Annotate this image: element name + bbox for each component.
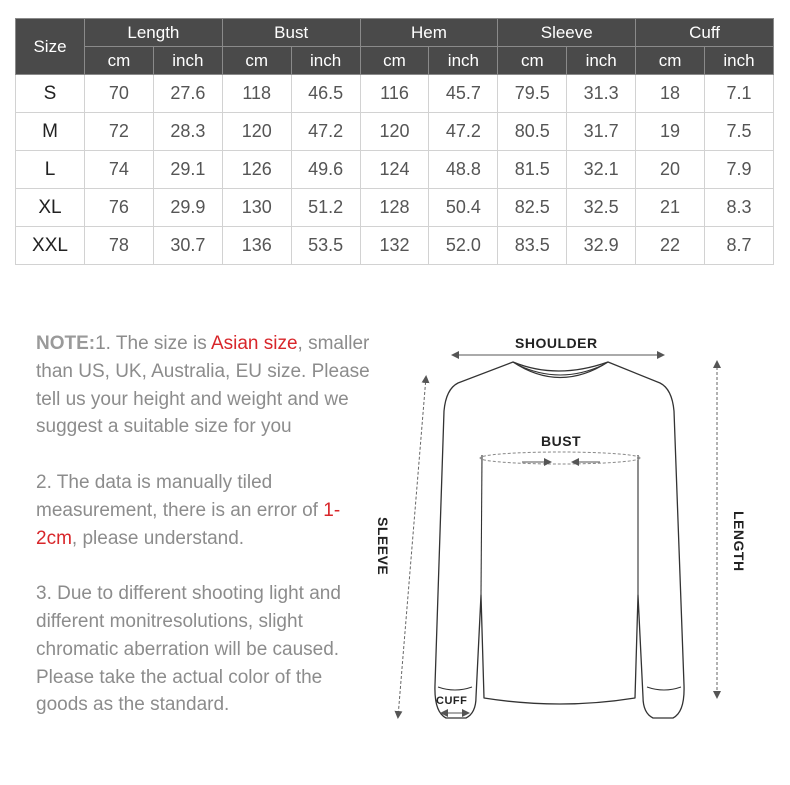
cuff-label: CUFF [436,695,468,707]
note-2-text-a: 2. The data is manually tiled measurement, there is an error of [36,471,324,521]
table-row [16,189,774,227]
table-row [16,113,774,151]
table-cell: 53.5 [291,227,360,265]
group-header-sleeve: Sleeve [498,19,636,47]
table-cell: 29.1 [153,151,222,189]
bust-label: BUST [541,433,582,449]
table-cell: 130 [222,189,291,227]
unit-header-inch: inch [291,47,360,75]
table-cell: 27.6 [153,75,222,113]
table-cell: 48.8 [429,151,498,189]
table-cell: 7.9 [705,151,774,189]
table-cell: 50.4 [429,189,498,227]
table-cell: 18 [636,75,705,113]
table-cell: 120 [360,113,429,151]
note-1-highlight: Asian size [210,333,298,354]
group-header-length: Length [85,19,223,47]
table-cell: 31.3 [567,75,636,113]
table-cell: 74 [85,151,154,189]
table-cell: 46.5 [291,75,360,113]
table-cell: 22 [636,227,705,265]
table-cell: 83.5 [498,227,567,265]
table-cell: 80.5 [498,113,567,151]
table-cell: 116 [360,75,429,113]
unit-header-inch: inch [567,47,636,75]
table-cell: 7.1 [705,75,774,113]
table-cell: 31.7 [567,113,636,151]
note-2-highlight: 1-2cm [36,499,341,549]
table-cell: 78 [85,227,154,265]
shirt-measurement-diagram [360,325,780,735]
table-cell: 47.2 [429,113,498,151]
note-1 [36,330,376,441]
length-label: LENGTH [731,511,747,572]
note-3: 3. Due to different shooting light and different monitresolutions, slight chromatic aberration will be caused. Please take the actual color of the goods as the standard. [36,583,341,716]
note-label: NOTE: [36,333,96,354]
table-cell: 72 [85,113,154,151]
table-cell: 82.5 [498,189,567,227]
table-cell: 79.5 [498,75,567,113]
table-cell: 20 [636,151,705,189]
table-cell: 29.9 [153,189,222,227]
table-cell: 124 [360,151,429,189]
table-cell: 7.5 [705,113,774,151]
unit-header-inch: inch [429,47,498,75]
table-cell: 49.6 [291,151,360,189]
shirt-outline-icon [360,325,780,735]
shoulder-label: SHOULDER [515,335,598,351]
unit-header-cm: cm [360,47,429,75]
size-cell: M [16,113,85,151]
unit-header-cm: cm [222,47,291,75]
unit-header-inch: inch [705,47,774,75]
table-cell: 81.5 [498,151,567,189]
table-cell: 120 [222,113,291,151]
table-cell: 128 [360,189,429,227]
table-cell: 126 [222,151,291,189]
table-header-groups [16,19,774,47]
size-cell: L [16,151,85,189]
table-row [16,75,774,113]
table-row [16,227,774,265]
table-cell: 136 [222,227,291,265]
group-header-cuff: Cuff [636,19,774,47]
unit-header-cm: cm [636,47,705,75]
size-cell: XL [16,189,85,227]
unit-header-inch: inch [153,47,222,75]
sleeve-label: SLEEVE [375,517,391,576]
table-cell: 132 [360,227,429,265]
note-2 [36,469,376,552]
table-cell: 8.3 [705,189,774,227]
size-cell: S [16,75,85,113]
size-chart-table [15,18,774,265]
table-cell: 32.1 [567,151,636,189]
size-header: Size [16,19,85,75]
unit-header-cm: cm [85,47,154,75]
table-cell: 118 [222,75,291,113]
note-1-text-a: 1. The size is [95,333,211,354]
group-header-bust: Bust [222,19,360,47]
table-cell: 52.0 [429,227,498,265]
table-cell: 19 [636,113,705,151]
size-notes [36,330,376,747]
table-cell: 8.7 [705,227,774,265]
table-header-units [16,47,774,75]
table-cell: 21 [636,189,705,227]
table-cell: 45.7 [429,75,498,113]
group-header-hem: Hem [360,19,498,47]
table-cell: 76 [85,189,154,227]
table-cell: 47.2 [291,113,360,151]
table-cell: 70 [85,75,154,113]
table-cell: 32.5 [567,189,636,227]
note-1-text-b: , smaller than US, UK, Australia, EU size. Please tell us your height and weight and we suggest a suitable size for you [36,333,370,438]
table-row [16,151,774,189]
table-cell: 51.2 [291,189,360,227]
size-cell: XXL [16,227,85,265]
unit-header-cm: cm [498,47,567,75]
table-cell: 28.3 [153,113,222,151]
table-cell: 32.9 [567,227,636,265]
table-cell: 30.7 [153,227,222,265]
note-2-text-b: , please understand. [71,527,245,549]
